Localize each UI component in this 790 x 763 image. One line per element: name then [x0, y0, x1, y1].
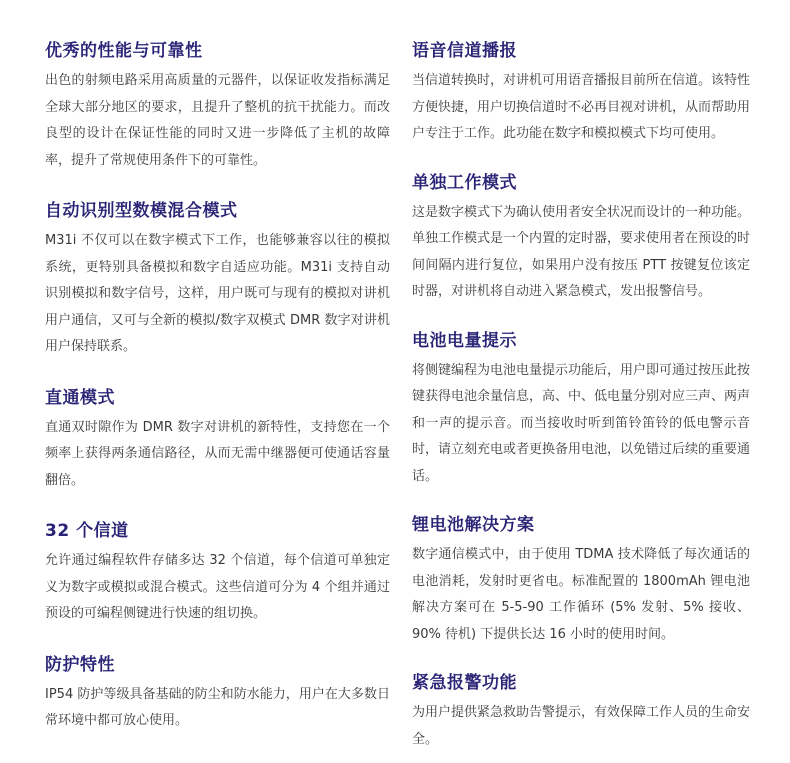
section-body: M31i 不仅可以在数字模式下工作，也能够兼容以往的模拟系统，更特别具备模拟和数字自适应功能。M31i 支持自动识别模拟和数字信号，这样，用户既可与现有的模拟对讲机用户通信，又可与全新的模拟/数字双模式 DMR 数字对讲机用户保持联系。	[45, 233, 390, 354]
section-body: 这是数字模式下为确认使用者安全状况而设计的一种功能。单独工作模式是一个内置的定时器，要求使用者在预设的时间间隔内进行复位，如果用户没有按压 PTT 按键复位该定时器，对讲机将自动进入紧急模式，发出报警信号。	[412, 204, 751, 299]
section-voice-channel-announcement	[412, 38, 750, 148]
section-title: 紧急报警功能	[412, 673, 517, 693]
section-body: 将侧键编程为电池电量提示功能后，用户即可通过按压此按键获得电池余量信息，高、中、低电量分别对应三声、两声和一声的提示音。而当接收时听到笛铃笛铃的低电警示音时，请立刻充电或者更换备用电池，以免错过后续的重要通话。	[412, 362, 751, 484]
section-title: 自动识别型数模混合模式	[45, 201, 238, 221]
section-title: 防护特性	[45, 654, 115, 675]
section-body: 当信道转换时，对讲机可用语音播报目前所在信道。该特性方便快捷，用户切换信道时不必再目视对讲机，从而帮助用户专注于工作。此功能在数字和模拟模式下均可使用。	[412, 73, 751, 141]
section-lithium-battery	[412, 512, 750, 648]
section-title: 优秀的性能与可靠性	[45, 41, 203, 61]
section-title: 锂电池解决方案	[412, 515, 535, 535]
section-32-channels	[45, 518, 390, 628]
section-title: 电池电量提示	[412, 330, 517, 351]
section-emergency-alarm	[412, 670, 750, 753]
section-auto-analog-digital	[45, 198, 390, 361]
section-body: 出色的射频电路采用高质量的元器件，以保证收发指标满足全球大部分地区的要求，且提升了整机的抗干扰能力。而改良型的设计在保证性能的同时又进一步降低了主机的故障率，提升了常规使用条件下的可靠性。	[45, 73, 390, 168]
section-title: 单独工作模式	[412, 172, 517, 193]
right-column	[412, 38, 750, 763]
left-column	[45, 38, 390, 759]
section-body: IP54 防护等级具备基础的防尘和防水能力，用户在大多数日常环境中都可放心使用。	[45, 686, 390, 728]
section-title: 直通模式	[45, 387, 115, 408]
section-body: 允许通过编程软件存储多达 32 个信道，每个信道可单独定义为数字或模拟或混合模式。这些信道可分为 4 个组并通过预设的可编程侧键进行快速的组切换。	[45, 553, 390, 621]
section-performance-reliability	[45, 38, 390, 174]
section-battery-level	[412, 328, 750, 491]
section-protection	[45, 652, 390, 735]
section-body: 为用户提供紧急救助告警提示，有效保障工作人员的生命安全。	[412, 705, 751, 747]
section-title: 语音信道播报	[412, 41, 517, 61]
section-body: 直通双时隙作为 DMR 数字对讲机的新特性，支持您在一个频率上获得两条通信路径，从而无需中继器便可使通话容量翻倍。	[45, 419, 390, 488]
section-direct-mode	[45, 385, 390, 495]
section-body: 数字通信模式中，由于使用 TDMA 技术降低了每次通话的电池消耗，发射时更省电。标准配置的 1800mAh 锂电池解决方案可在 5-5-90 工作循环 (5% 发射、5% 接收、90% 待机) 下提供长达 16 小时的使用时间。	[412, 547, 750, 642]
section-title: 32 个信道	[45, 521, 129, 541]
section-lone-worker	[412, 170, 750, 306]
